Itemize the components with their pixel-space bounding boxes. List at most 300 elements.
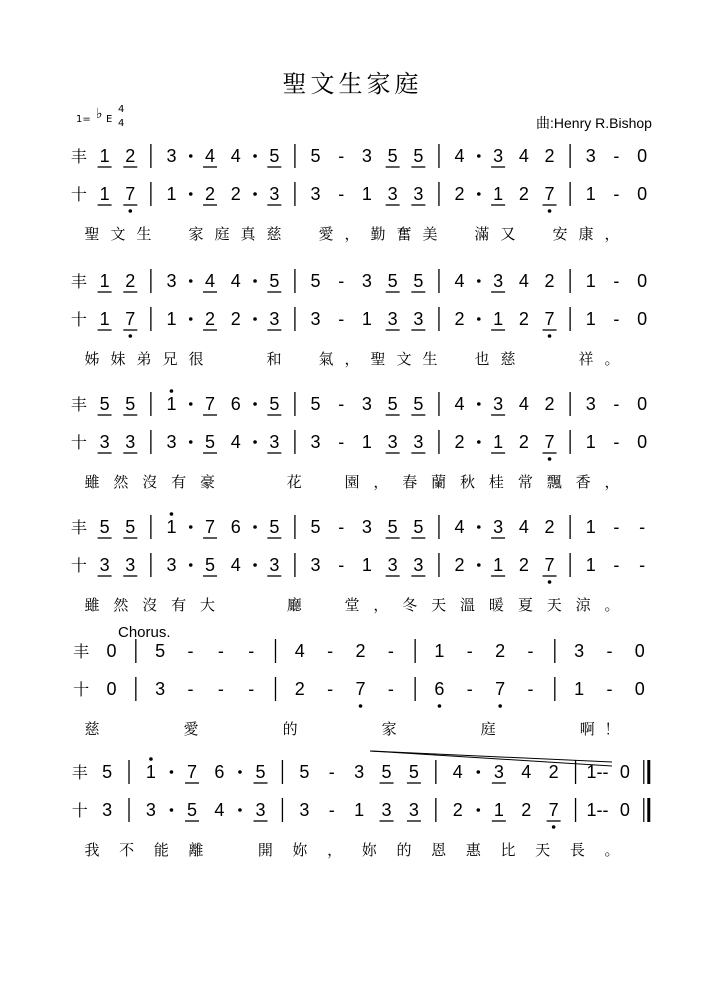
system-6-top-augmentation-dot xyxy=(170,770,174,774)
system-6-bottom-note: 1-- xyxy=(586,800,609,820)
system-3-top-dash: - xyxy=(613,394,620,414)
system-5-top-note: 4 xyxy=(294,641,305,661)
system-3-lyric-char: 春 xyxy=(402,473,418,491)
system-3-top-note: 2 xyxy=(544,394,555,414)
system-5-bottom-note: 2 xyxy=(294,679,305,699)
system-4-bottom-low-octave-dot xyxy=(548,580,552,584)
system-6-lyric-char: 長 xyxy=(569,841,585,859)
system-5-bottom-dash: - xyxy=(248,679,255,699)
system-1-bottom-note: 7 xyxy=(125,184,136,204)
system-6-bottom-low-octave-dot xyxy=(552,825,556,829)
composer-credit: 曲:Henry R.Bishop xyxy=(536,115,652,131)
system-4-lyric-char: 天 xyxy=(431,596,447,614)
system-2-top-augmentation-dot xyxy=(189,279,193,283)
system-6-lyric-char: 開 xyxy=(257,841,273,859)
system-5-top-note: 2 xyxy=(355,641,366,661)
system-4-bottom-note: 7 xyxy=(544,555,555,575)
system-2-bottom-note: 2 xyxy=(454,309,465,329)
system-2-top-note: 0 xyxy=(637,271,648,291)
system-1-top-augmentation-dot xyxy=(253,154,257,158)
time-denominator: 4 xyxy=(118,118,125,129)
system-3-lyric-char: 然 xyxy=(113,473,129,491)
system-1-bottom-augmentation-dot xyxy=(189,192,193,196)
system-2-bottom-note: 3 xyxy=(387,309,398,329)
system-5-bottom-dash: - xyxy=(187,679,194,699)
system-3-bottom-note: 1 xyxy=(493,432,504,452)
system-6-top-note: 4 xyxy=(452,762,463,782)
system-2-bottom-note: 2 xyxy=(205,309,216,329)
system-3-bottom-note: 3 xyxy=(166,432,177,452)
system-1-lyric-char: 安 xyxy=(552,225,568,243)
system-2-top-note: 5 xyxy=(310,271,321,291)
system-2-top-dash: - xyxy=(338,271,345,291)
system-2-top-note: 2 xyxy=(544,271,555,291)
system-4-bottom-note: 2 xyxy=(518,555,529,575)
system-1-top-note: 1 xyxy=(99,146,110,166)
system-5-bottom-note: 0 xyxy=(634,679,645,699)
system-3-top-part-symbol: 丰 xyxy=(70,395,87,414)
system-6-bottom-note: 3 xyxy=(408,800,419,820)
system-2-top-note: 5 xyxy=(269,271,280,291)
system-2-bottom-augmentation-dot xyxy=(477,317,481,321)
system-4-top-dash: - xyxy=(639,517,646,537)
system-2-lyric-char: 弟 xyxy=(136,350,152,368)
system-4-top-note: 4 xyxy=(454,517,465,537)
system-3-top-note: 5 xyxy=(310,394,321,414)
system-5-lyric-char: 慈 xyxy=(84,720,100,738)
system-6-lyric-char: 離 xyxy=(188,841,204,859)
system-6-bottom-note: 1 xyxy=(354,800,365,820)
system-3-top-high-octave-dot xyxy=(170,389,174,393)
key-base: 1= xyxy=(76,114,91,125)
system-6-bottom-note: 3 xyxy=(102,800,113,820)
system-6-top-part-symbol: 丰 xyxy=(71,763,88,782)
system-4-top-note: 5 xyxy=(413,517,424,537)
system-2-bottom-note: 1 xyxy=(166,309,177,329)
system-5-top-dash: - xyxy=(217,641,224,661)
system-2-top-augmentation-dot xyxy=(477,279,481,283)
system-3-bottom-note: 1 xyxy=(585,432,596,452)
system-2-bottom-augmentation-dot xyxy=(253,317,257,321)
system-6-top-note: 3 xyxy=(354,762,365,782)
system-1-top-note: 3 xyxy=(585,146,596,166)
system-3-bottom-note: 3 xyxy=(413,432,424,452)
system-2-lyric-char: 兄 xyxy=(162,350,178,368)
system-6-lyric-char: 比 xyxy=(500,841,516,859)
hairpin-upper-line xyxy=(370,751,612,762)
system-5-top-note: 2 xyxy=(495,641,506,661)
system-5-top-note: 5 xyxy=(155,641,166,661)
system-3-top-note: 5 xyxy=(125,394,136,414)
system-1-top-note: 5 xyxy=(413,146,424,166)
system-1-bottom-note: 3 xyxy=(310,184,321,204)
key-note: E xyxy=(106,114,113,125)
system-2-lyric-char: 妹 xyxy=(110,350,126,368)
system-1-bottom-augmentation-dot xyxy=(253,192,257,196)
system-3-top-note: 3 xyxy=(493,394,504,414)
system-3-top-note: 3 xyxy=(585,394,596,414)
system-1-bottom-note: 7 xyxy=(544,184,555,204)
system-3-top-note: 1 xyxy=(166,394,177,414)
system-4-bottom-augmentation-dot xyxy=(189,563,193,567)
system-4-top-note: 1 xyxy=(166,517,177,537)
system-5-lyric-char: 庭 xyxy=(480,720,496,738)
system-4-bottom-note: 3 xyxy=(166,555,177,575)
system-4-bottom-note: 1 xyxy=(493,555,504,575)
system-3-top-augmentation-dot xyxy=(189,402,193,406)
system-5-top-dash: - xyxy=(466,641,473,661)
system-1-bottom-note: 1 xyxy=(585,184,596,204)
system-1-top-note: 5 xyxy=(310,146,321,166)
system-6-bottom-note: 1 xyxy=(493,800,504,820)
system-4-lyric-char: 夏 xyxy=(517,596,533,614)
system-1-bottom-note: 3 xyxy=(413,184,424,204)
system-1-bottom-augmentation-dot xyxy=(477,192,481,196)
system-1-top-note: 3 xyxy=(493,146,504,166)
system-1-top-note: 5 xyxy=(387,146,398,166)
hairpin-lower-line xyxy=(370,751,612,766)
system-2-bottom-note: 7 xyxy=(544,309,555,329)
system-4-bottom-note: 3 xyxy=(269,555,280,575)
system-4-top-dash: - xyxy=(613,517,620,537)
system-4-top-part-symbol: 丰 xyxy=(70,518,87,537)
system-4-top-note: 2 xyxy=(544,517,555,537)
system-3-top-note: 5 xyxy=(269,394,280,414)
system-1-lyric-char: 奮 xyxy=(396,225,412,243)
system-5-bottom-note: 6 xyxy=(434,679,445,699)
system-3-bottom-note: 4 xyxy=(230,432,241,452)
system-3-bottom-augmentation-dot xyxy=(253,440,257,444)
system-6-bottom-augmentation-dot xyxy=(477,808,481,812)
system-1-bottom-part-symbol: 十 xyxy=(70,185,87,204)
system-3-bottom-part-symbol: 十 xyxy=(70,433,87,452)
system-4-bottom-augmentation-dot xyxy=(477,563,481,567)
system-5-bottom-note: 0 xyxy=(106,679,117,699)
system-1-bottom-note: 2 xyxy=(518,184,529,204)
system-5-top-dash: - xyxy=(606,641,613,661)
system-6-lyric-char: ， xyxy=(327,841,343,859)
system-3-bottom-dash: - xyxy=(613,432,620,452)
system-4-lyric-char: 雖 xyxy=(84,596,100,614)
system-5-top-part-symbol: 丰 xyxy=(73,642,90,661)
system-5-bottom-dash: - xyxy=(606,679,613,699)
system-1-bottom-note: 2 xyxy=(454,184,465,204)
system-1-top-note: 3 xyxy=(166,146,177,166)
system-2-top-note: 2 xyxy=(125,271,136,291)
system-1-lyric-char: 愛 xyxy=(318,225,334,243)
system-2-top-note: 1 xyxy=(99,271,110,291)
system-3-bottom-note: 1 xyxy=(361,432,372,452)
system-6-top-note: 5 xyxy=(381,762,392,782)
system-5-top-note: 0 xyxy=(634,641,645,661)
flat-sign: ♭ xyxy=(96,106,103,122)
system-4-lyric-char: 溫 xyxy=(460,596,476,614)
system-2-lyric-char: 氣 xyxy=(318,350,334,368)
system-1-bottom-low-octave-dot xyxy=(129,209,133,213)
system-6-lyric-char: 能 xyxy=(153,841,169,859)
system-1-bottom-dash: - xyxy=(613,184,620,204)
system-2-bottom-low-octave-dot xyxy=(129,334,133,338)
system-3-lyric-char: 雖 xyxy=(84,473,100,491)
system-4-top-note: 5 xyxy=(269,517,280,537)
system-1-lyric-char: ， xyxy=(344,225,360,243)
system-6-lyric-char: 惠 xyxy=(465,841,481,859)
system-1-bottom-note: 3 xyxy=(269,184,280,204)
system-1-lyric-char: ， xyxy=(604,225,620,243)
system-1-bottom-note: 2 xyxy=(205,184,216,204)
system-3-top-note: 5 xyxy=(387,394,398,414)
system-4-lyric-char: 沒 xyxy=(142,596,158,614)
system-6-lyric-char: 不 xyxy=(119,841,135,859)
system-2-lyric-char: 很 xyxy=(188,350,204,368)
system-1-top-dash: - xyxy=(338,146,345,166)
system-2-top-note: 4 xyxy=(518,271,529,291)
system-4-lyric-char: 大 xyxy=(200,596,216,614)
system-2-lyric-char: 文 xyxy=(396,350,412,368)
system-5-lyric-char: 啊 xyxy=(579,720,595,738)
system-4-top-augmentation-dot xyxy=(189,525,193,529)
system-4-bottom-note: 4 xyxy=(230,555,241,575)
system-5-top-dash: - xyxy=(387,641,394,661)
system-2-bottom-note: 1 xyxy=(99,309,110,329)
system-4-top-note: 5 xyxy=(125,517,136,537)
system-6-top-note: 2 xyxy=(548,762,559,782)
system-4-lyric-char: 。 xyxy=(604,596,620,614)
system-1-lyric-char: 家 xyxy=(188,225,204,243)
system-5-bottom-low-octave-dot xyxy=(359,704,363,708)
system-4-top-note: 5 xyxy=(387,517,398,537)
system-4-bottom-note: 3 xyxy=(310,555,321,575)
system-4-top-high-octave-dot xyxy=(170,512,174,516)
system-3-top-note: 5 xyxy=(413,394,424,414)
system-3-lyric-char: 花 xyxy=(286,473,302,491)
system-6-lyric-char: 我 xyxy=(84,841,100,859)
system-2-top-note: 4 xyxy=(230,271,241,291)
system-3-bottom-note: 5 xyxy=(205,432,216,452)
system-3-top-augmentation-dot xyxy=(253,402,257,406)
system-4-top-note: 1 xyxy=(585,517,596,537)
system-2-bottom-note: 1 xyxy=(585,309,596,329)
system-4-bottom-note: 1 xyxy=(585,555,596,575)
system-4-lyric-char: 天 xyxy=(546,596,562,614)
system-2-top-augmentation-dot xyxy=(253,279,257,283)
system-2-top-note: 4 xyxy=(454,271,465,291)
system-5-bottom-dash: - xyxy=(387,679,394,699)
system-1-top-dash: - xyxy=(613,146,620,166)
system-4-bottom-dash: - xyxy=(613,555,620,575)
system-6-top-dash: - xyxy=(328,762,335,782)
system-4-lyric-char: 暖 xyxy=(488,596,504,614)
system-5-top-dash: - xyxy=(248,641,255,661)
system-5-lyric-char: 的 xyxy=(282,720,298,738)
system-1-bottom-low-octave-dot xyxy=(548,209,552,213)
system-2-lyric-char: 姊 xyxy=(84,350,100,368)
system-6-bottom-note: 5 xyxy=(187,800,198,820)
system-2-top-note: 5 xyxy=(413,271,424,291)
system-1-lyric-char: 康 xyxy=(578,225,594,243)
system-4-top-note: 5 xyxy=(310,517,321,537)
system-2-bottom-note: 2 xyxy=(230,309,241,329)
system-3-bottom-note: 0 xyxy=(637,432,648,452)
system-4-bottom-dash: - xyxy=(639,555,646,575)
system-3-top-augmentation-dot xyxy=(477,402,481,406)
system-1-top-augmentation-dot xyxy=(189,154,193,158)
system-1-lyric-char: 真 xyxy=(240,225,256,243)
system-3-bottom-note: 3 xyxy=(269,432,280,452)
system-2-top-dash: - xyxy=(613,271,620,291)
system-4-bottom-note: 5 xyxy=(205,555,216,575)
system-6-bottom-note: 3 xyxy=(381,800,392,820)
time-numerator: 4 xyxy=(118,104,125,115)
system-4-top-note: 6 xyxy=(230,517,241,537)
system-2-top-note: 3 xyxy=(166,271,177,291)
system-4-bottom-dash: - xyxy=(338,555,345,575)
system-1-bottom-note: 3 xyxy=(387,184,398,204)
system-4-bottom-augmentation-dot xyxy=(253,563,257,567)
system-2-bottom-low-octave-dot xyxy=(548,334,552,338)
system-4-top-note: 5 xyxy=(99,517,110,537)
system-3-lyric-char: 園 xyxy=(344,473,360,491)
system-4-bottom-note: 2 xyxy=(454,555,465,575)
system-2-bottom-part-symbol: 十 xyxy=(70,310,87,329)
system-6-bottom-note: 4 xyxy=(214,800,225,820)
system-1-bottom-note: 2 xyxy=(230,184,241,204)
system-6-lyric-char: 恩 xyxy=(431,841,447,859)
system-3-top-note: 0 xyxy=(637,394,648,414)
system-3-lyric-char: ， xyxy=(373,473,389,491)
system-2-bottom-note: 3 xyxy=(310,309,321,329)
system-4-top-augmentation-dot xyxy=(477,525,481,529)
system-4-top-note: 4 xyxy=(518,517,529,537)
system-5-top-note: 3 xyxy=(574,641,585,661)
system-6-lyric-char: 。 xyxy=(604,841,620,859)
system-6-bottom-note: 0 xyxy=(619,800,630,820)
system-2-bottom-note: 1 xyxy=(493,309,504,329)
system-2-bottom-note: 3 xyxy=(269,309,280,329)
system-3-top-note: 7 xyxy=(205,394,216,414)
system-1-lyric-char: 美 xyxy=(422,225,438,243)
system-6-top-note: 5 xyxy=(102,762,113,782)
system-4-lyric-char: 廳 xyxy=(286,596,302,614)
system-6-bottom-note: 3 xyxy=(145,800,156,820)
system-2-lyric-char: 聖 xyxy=(370,350,386,368)
system-1-bottom-dash: - xyxy=(338,184,345,204)
system-1-lyric-char: 聖 xyxy=(84,225,100,243)
system-5-top-dash: - xyxy=(187,641,194,661)
system-6-top-note: 1 xyxy=(145,762,156,782)
system-3-bottom-note: 3 xyxy=(125,432,136,452)
system-6-lyric-char: 妳 xyxy=(361,841,377,859)
system-5-lyric-char: 家 xyxy=(381,720,397,738)
system-6-bottom-note: 2 xyxy=(521,800,532,820)
system-4-bottom-note: 3 xyxy=(99,555,110,575)
system-6-lyric-char: 天 xyxy=(535,841,551,859)
system-6-bottom-note: 7 xyxy=(548,800,559,820)
system-4-lyric-char: ， xyxy=(373,596,389,614)
system-1-lyric-char: 生 xyxy=(136,225,152,243)
system-2-top-part-symbol: 丰 xyxy=(70,272,87,291)
system-1-bottom-note: 1 xyxy=(99,184,110,204)
system-2-top-note: 3 xyxy=(493,271,504,291)
system-3-top-dash: - xyxy=(338,394,345,414)
system-5-bottom-low-octave-dot xyxy=(498,704,502,708)
system-5-bottom-dash: - xyxy=(466,679,473,699)
system-2-bottom-note: 0 xyxy=(637,309,648,329)
system-4-lyric-char: 冬 xyxy=(402,596,418,614)
system-3-top-note: 4 xyxy=(454,394,465,414)
system-4-bottom-note: 1 xyxy=(361,555,372,575)
system-2-bottom-dash: - xyxy=(613,309,620,329)
system-3-top-note: 4 xyxy=(518,394,529,414)
system-6-lyric-char: 妳 xyxy=(292,841,308,859)
system-1-top-note: 2 xyxy=(125,146,136,166)
system-1-lyric-char: 勤 xyxy=(370,225,386,243)
system-1-lyric-char: 滿 xyxy=(474,225,490,243)
system-2-top-note: 1 xyxy=(585,271,596,291)
system-4-top-note: 3 xyxy=(493,517,504,537)
system-1-bottom-note: 1 xyxy=(166,184,177,204)
system-1-top-note: 2 xyxy=(544,146,555,166)
system-2-top-note: 4 xyxy=(205,271,216,291)
system-5-bottom-dash: - xyxy=(527,679,534,699)
system-3-bottom-note: 7 xyxy=(544,432,555,452)
system-1-top-augmentation-dot xyxy=(477,154,481,158)
system-3-top-note: 5 xyxy=(99,394,110,414)
system-3-top-note: 3 xyxy=(361,394,372,414)
system-6-top-note: 1-- xyxy=(586,762,609,782)
system-6-top-note: 7 xyxy=(187,762,198,782)
system-6-top-augmentation-dot xyxy=(477,770,481,774)
system-5-lyric-char: ！ xyxy=(604,720,620,738)
system-3-lyric-char: 常 xyxy=(517,473,533,491)
system-2-lyric-char: 慈 xyxy=(500,350,516,368)
system-3-bottom-note: 2 xyxy=(454,432,465,452)
system-2-bottom-note: 7 xyxy=(125,309,136,329)
system-3-bottom-note: 3 xyxy=(387,432,398,452)
system-5-bottom-note: 7 xyxy=(495,679,506,699)
system-1-lyric-char: 庭 xyxy=(214,225,230,243)
system-2-bottom-dash: - xyxy=(338,309,345,329)
system-1-top-part-symbol: 丰 xyxy=(70,147,87,166)
system-3-lyric-char: 豪 xyxy=(200,473,216,491)
system-5-bottom-dash: - xyxy=(217,679,224,699)
system-2-lyric-char: 也 xyxy=(474,350,490,368)
system-4-bottom-part-symbol: 十 xyxy=(70,556,87,575)
system-6-top-note: 0 xyxy=(619,762,630,782)
system-6-top-note: 5 xyxy=(255,762,266,782)
system-6-top-note: 5 xyxy=(408,762,419,782)
system-2-bottom-augmentation-dot xyxy=(189,317,193,321)
system-1-lyric-char: 慈 xyxy=(266,225,282,243)
system-1-top-note: 3 xyxy=(361,146,372,166)
system-4-bottom-note: 3 xyxy=(413,555,424,575)
system-4-top-augmentation-dot xyxy=(253,525,257,529)
system-6-bottom-part-symbol: 十 xyxy=(71,801,88,820)
system-5-bottom-note: 1 xyxy=(574,679,585,699)
system-4-bottom-note: 3 xyxy=(125,555,136,575)
system-1-lyric-char: 文 xyxy=(110,225,126,243)
system-3-lyric-char: 桂 xyxy=(488,473,504,491)
system-4-top-note: 7 xyxy=(205,517,216,537)
system-4-lyric-char: 堂 xyxy=(344,596,360,614)
system-4-lyric-char: 有 xyxy=(171,596,187,614)
system-3-lyric-char: ， xyxy=(604,473,620,491)
system-1-top-note: 5 xyxy=(269,146,280,166)
system-5-top-note: 1 xyxy=(434,641,445,661)
system-2-bottom-note: 1 xyxy=(361,309,372,329)
system-5-lyric-char: 愛 xyxy=(183,720,199,738)
system-6-top-augmentation-dot xyxy=(238,770,242,774)
